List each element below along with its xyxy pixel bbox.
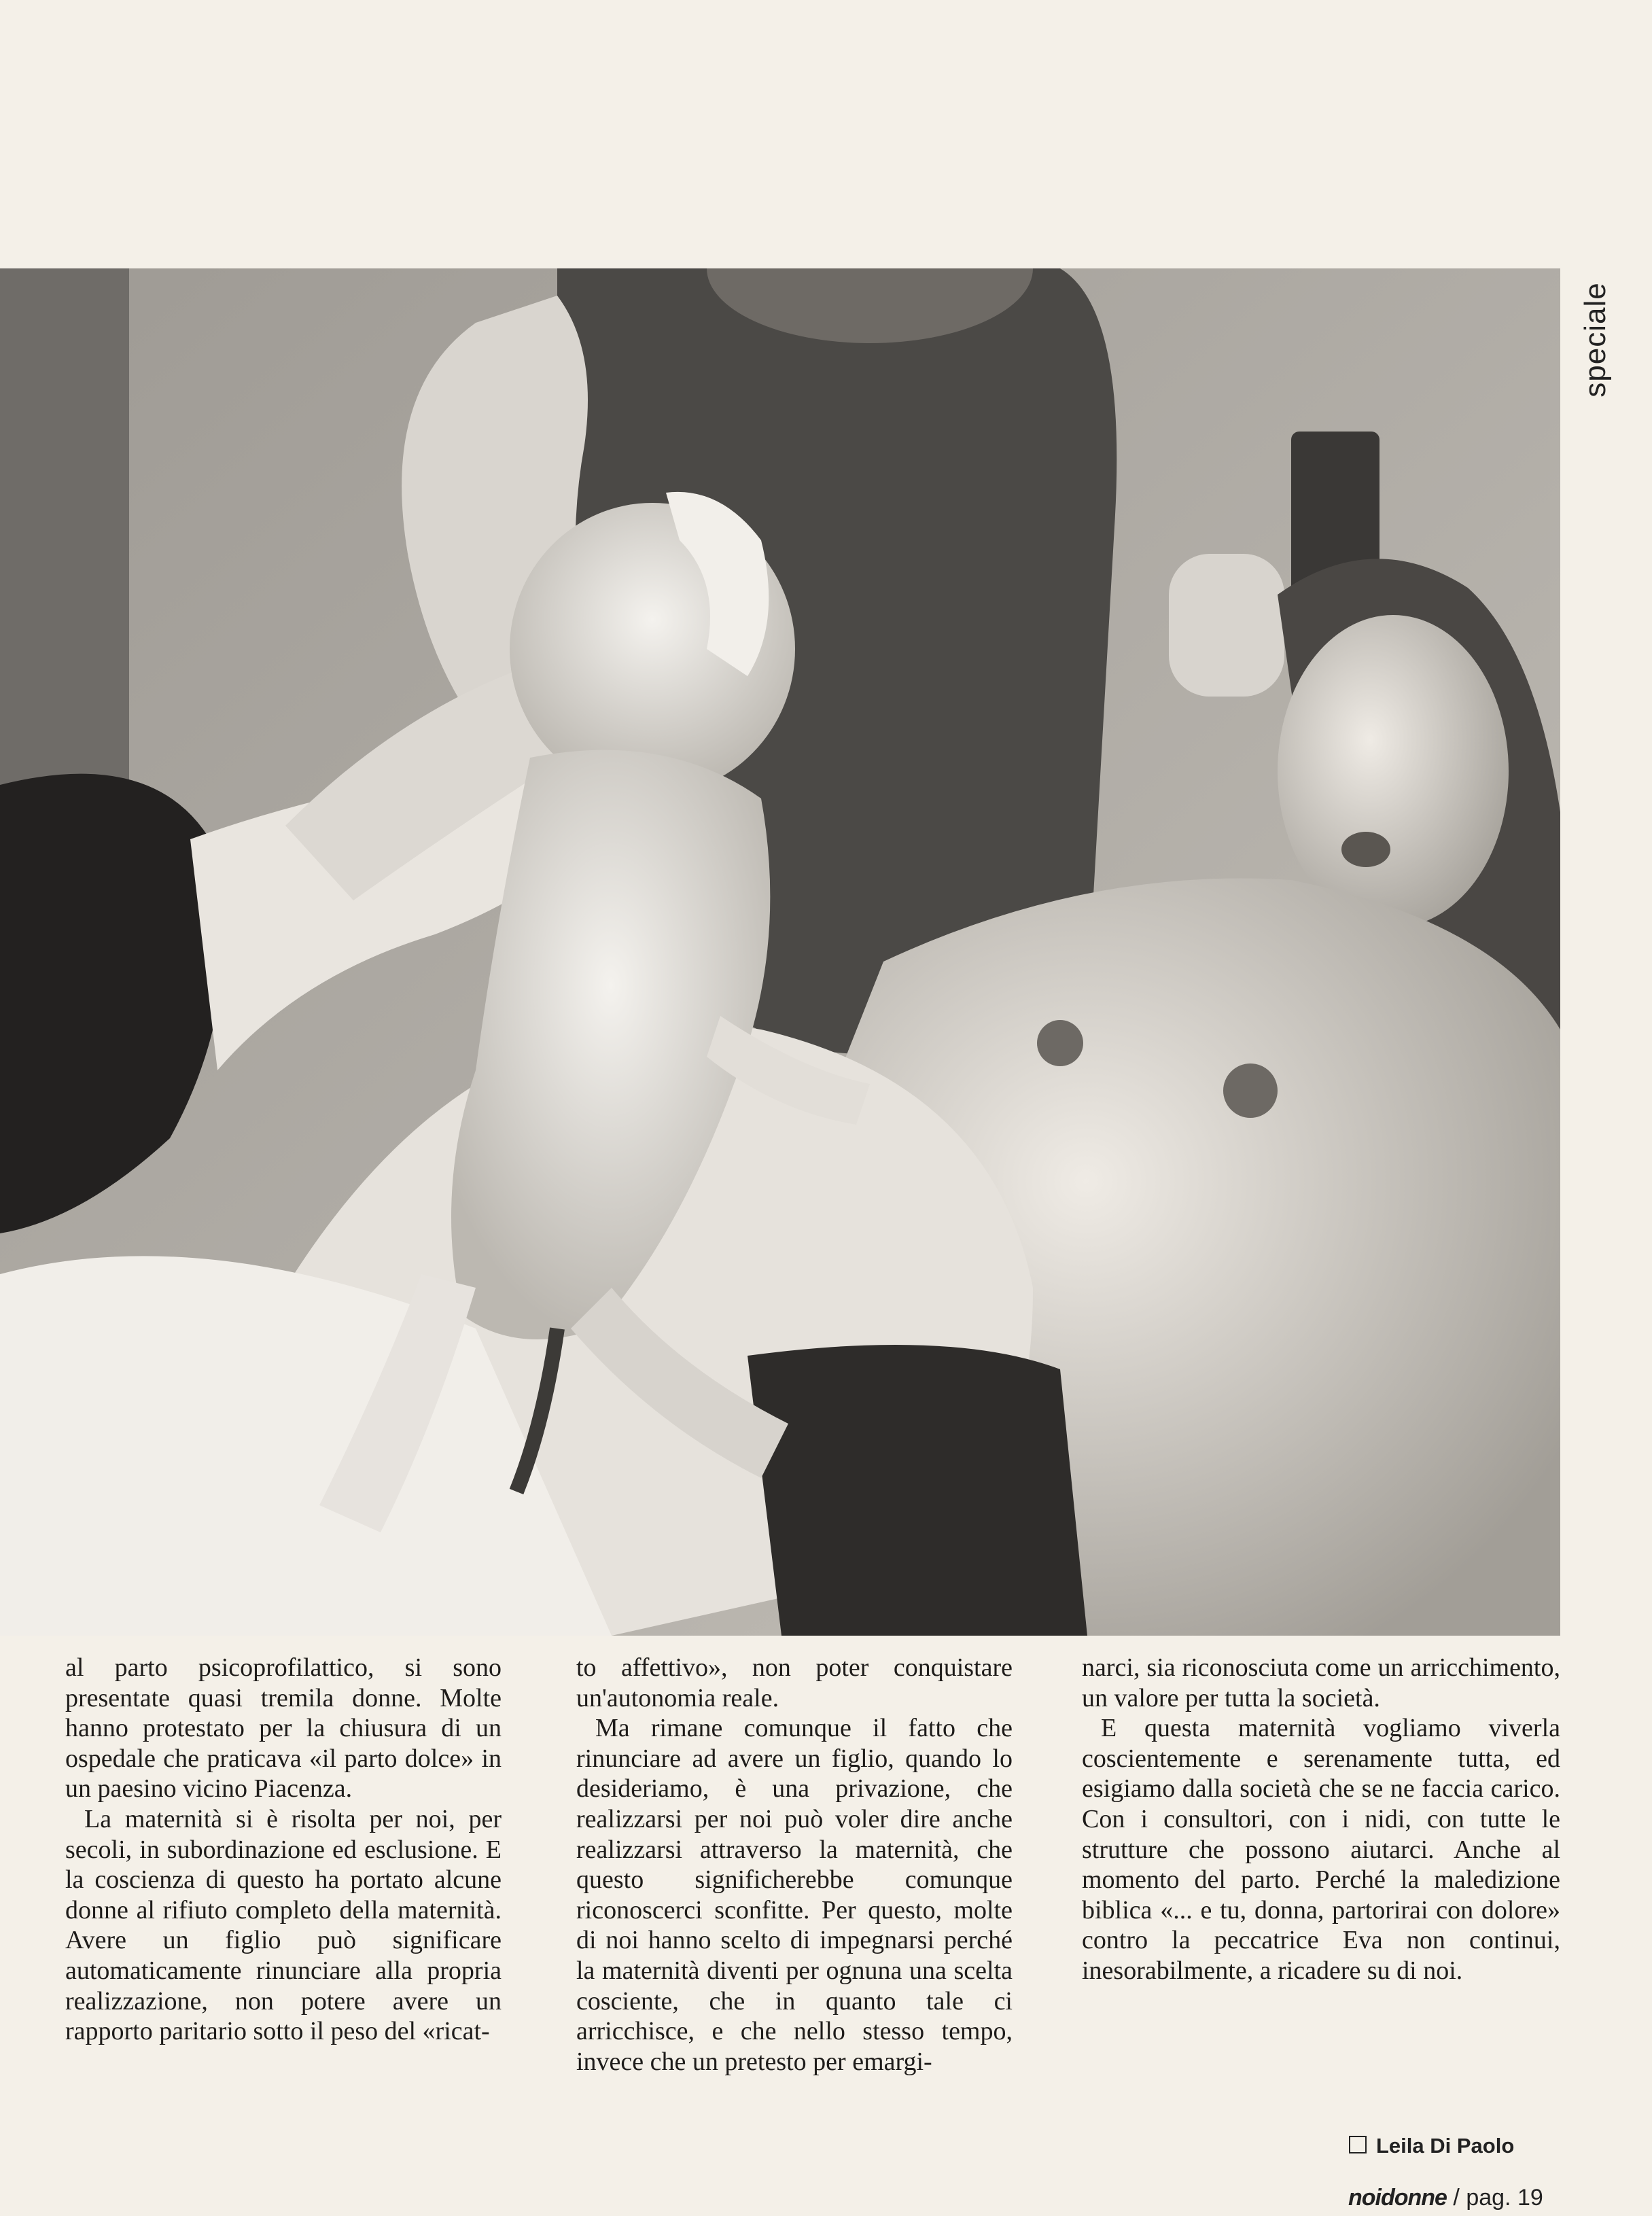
paragraph: Ma rimane comunque il fatto che rinunciare ad avere un figlio, quando lo desideriamo, è una privazione, che realizzarsi per noi può voler dire anche realizzarsi attraverso la maternità, che questo significherebbe comunque riconoscerci sconfitte. Per questo, molte di noi hanno scelto di impegnarsi perché la maternità diventi per ognuna una scelta cosciente, che in quanto tale ci arricchisce, e che nello stesso tempo, invece che un pretesto per emargi- (576, 1714, 1013, 2076)
paragraph: La maternità si è risolta per noi, per secoli, in subordinazione ed esclusione. E la coscienza di questo ha portato alcune donne al rifiuto completo della maternità. Avere un figlio può significare automaticamente rinunciare alla propria realizzazione, non potere avere un rapporto paritario sotto il peso del «ricat- (65, 1804, 502, 2046)
paragraph: E questa maternità vogliamo viverla coscientemente e serenamente tutta, ed esigiamo dalla società che se ne faccia carico. Con i consultori, con i nidi, con tutte le strutture che possono aiutarci. Anche al momento del parto. Perché la maledizione biblica «... e tu, donna, partorirai con dolore» contro la peccatrice Eva non continui, inesorabilmente, a ricadere su di noi. (1082, 1714, 1560, 1985)
magazine-brand: noidonne (1348, 2185, 1447, 2211)
paragraph: al parto psicoprofilattico, si sono presentate quasi tremila donne. Molte hanno protestato per la chiusura di un ospedale che praticava «il parto dolce» in un paesino vicino Piacenza. (65, 1653, 502, 1804)
square-bullet-icon (1349, 2136, 1367, 2153)
text-column-1 (65, 1653, 502, 2047)
author-name: Leila Di Paolo (1376, 2134, 1515, 2158)
birth-photo (0, 268, 1560, 1636)
text-column-3 (1082, 1653, 1560, 1986)
page-number: pag. 19 (1466, 2185, 1543, 2211)
paragraph: to affettivo», non poter conquistare un'autonomia reale. (576, 1653, 1013, 1712)
paragraph: narci, sia riconosciuta come un arricchimento, un valore per tutta la società. (1082, 1653, 1560, 1712)
text-column-2 (576, 1653, 1013, 2077)
section-tab (1575, 262, 1616, 418)
author-byline (1349, 2134, 1514, 2158)
section-tab-label: speciale (1579, 282, 1612, 398)
page-footer (1348, 2185, 1543, 2211)
footer-separator: / (1453, 2185, 1460, 2211)
photo-illustration (0, 268, 1560, 1636)
